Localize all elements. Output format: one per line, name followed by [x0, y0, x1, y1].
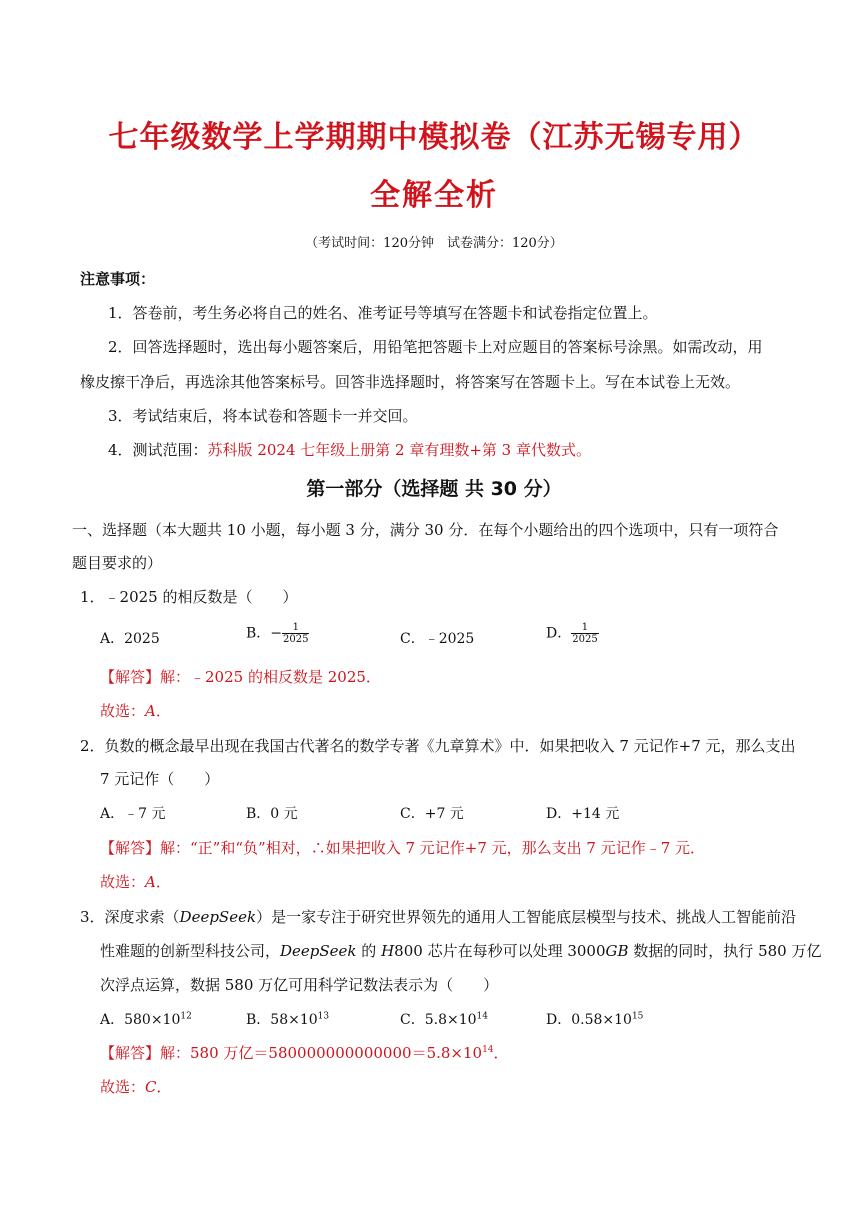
option-base: D．0.58×10: [546, 1012, 632, 1028]
choice-suffix: ．: [155, 873, 171, 891]
notice-item-2-line1: 2．回答选择题时，选出每小题答案后，用铅笔把答题卡上对应题目的答案标号涂黑。如需改动，用: [108, 338, 763, 356]
q3-answer: [100, 1042, 509, 1063]
text-segment: 3．深度求索（: [80, 908, 180, 926]
notice-item-1: 1．答卷前，考生务必将自己的姓名、准考证号等填写在答题卡和试卷指定位置上。: [108, 304, 658, 322]
option-exponent: 15: [631, 1011, 644, 1022]
notice-item-4: [108, 439, 591, 460]
option-exponent: 13: [317, 1011, 330, 1022]
fraction-numerator: 1: [571, 622, 598, 634]
document-title: 七年级数学上学期期中模拟卷（江苏无锡专用）: [108, 120, 760, 155]
exam-info: （考试时间：120分钟 试卷满分：120分）: [305, 236, 563, 251]
text-segment: 性难题的创新型科技公司，: [100, 942, 281, 960]
option-base: A．580×10: [100, 1012, 181, 1028]
notice-item-3: 3．考试结束后，将本试卷和答题卡一并交回。: [108, 407, 418, 425]
text-segment-italic: DeepSeek: [179, 908, 257, 926]
option-base: C．5.8×10: [400, 1012, 477, 1028]
option-exponent: 14: [476, 1011, 488, 1022]
choice-letter: A: [145, 873, 156, 891]
choice-prefix: 故选：: [100, 873, 146, 891]
choice-letter: C: [145, 1078, 157, 1096]
document-subtitle: 全解全析: [370, 178, 498, 213]
text-segment: 800 芯片在每秒可以处理 3000: [394, 942, 606, 960]
text-segment: ）是一家专注于研究世界领先的通用人工智能底层模型与技术、挑战人工智能前沿: [256, 908, 797, 926]
q2-choice: [100, 871, 171, 892]
section-intro-line1: 一、选择题（本大题共 10 小题，每小题 3 分，满分 30 分．在每个小题给出的四个选项中，只有一项符合: [72, 521, 779, 539]
q3-option-d: [546, 1009, 643, 1029]
q1-choice: [100, 700, 171, 721]
q2-option-d: D．+14 元: [546, 806, 620, 822]
answer-tag: 【解答】: [100, 668, 161, 686]
q1-option-d: [546, 622, 599, 645]
q2-stem-line2: 7 元记作（ ）: [100, 770, 220, 788]
q1-option-b-label: B．: [246, 625, 271, 642]
answer-tag: 【解答】: [100, 1044, 161, 1062]
q1-option-b-sign: −: [270, 625, 283, 642]
q3-option-c: [400, 1009, 488, 1029]
text-segment: 的: [356, 942, 382, 960]
q1-option-d-fraction: [571, 622, 598, 645]
q3-stem-line3: 次浮点运算，数据 580 万亿可用科学记数法表示为（ ）: [100, 976, 499, 994]
answer-tag: 【解答】: [100, 839, 161, 857]
choice-letter: A: [145, 702, 156, 720]
option-exponent: 12: [180, 1011, 192, 1022]
choice-prefix: 故选：: [100, 702, 146, 720]
fraction-numerator: 1: [282, 622, 309, 634]
q3-option-b: [246, 1009, 329, 1029]
choice-suffix: ．: [156, 1078, 172, 1096]
q2-option-c: C．+7 元: [400, 806, 464, 822]
notice-item-2-line2: 橡皮擦干净后，再选涂其他答案标号。回答非选择题时，将答案写在答题卡上。写在本试卷上无效。: [80, 373, 741, 391]
q2-option-a: A．﹣7 元: [100, 806, 166, 822]
notice-item-4-prefix: 4．测试范围：: [108, 441, 208, 459]
choice-suffix: ．: [155, 702, 171, 720]
q3-option-a: [100, 1009, 192, 1029]
answer-text: 解：“正”和“负”相对，∴如果把收入 7 元记作+7 元，那么支出 7 元记作﹣7 元．: [160, 839, 706, 857]
q2-stem-line1: 2．负数的概念最早出现在我国古代著名的数学专著《九章算术》中．如果把收入 7 元记作+7 元，那么支出: [80, 737, 796, 755]
test-range: 苏科版 2024 七年级上册第 2 章有理数+第 3 章代数式。: [207, 441, 591, 459]
q1-stem: 1．﹣2025 的相反数是（ ）: [80, 588, 298, 606]
section-intro-line2: 题目要求的）: [72, 554, 163, 572]
fraction-denominator: 2025: [572, 634, 598, 645]
text-segment-italic: GB: [605, 942, 629, 960]
text-segment-italic: H: [381, 942, 395, 960]
option-base: B．58×10: [246, 1012, 318, 1028]
q3-choice: [100, 1076, 172, 1097]
q2-option-b: B．0 元: [246, 806, 298, 822]
q3-stem-line2: [100, 940, 821, 961]
choice-prefix: 故选：: [100, 1078, 146, 1096]
q1-option-a: A．2025: [100, 631, 160, 647]
q1-option-c: C．﹣2025: [400, 631, 475, 647]
q2-answer: [100, 837, 705, 858]
fraction-denominator: 2025: [283, 634, 309, 645]
q1-answer: [100, 666, 381, 687]
q1-option-b: [246, 622, 309, 645]
answer-text: 解：580 万亿＝580000000000000＝5.8×10: [160, 1044, 483, 1062]
text-segment: 数据的同时，执行 580 万亿: [628, 942, 822, 960]
q1-option-b-fraction: [282, 622, 309, 645]
answer-end: ．: [493, 1044, 509, 1062]
q1-option-d-label: D．: [546, 625, 572, 642]
notice-heading: 注意事项：: [80, 270, 156, 288]
q3-stem-line1: [80, 906, 796, 927]
text-segment-italic: DeepSeek: [280, 942, 357, 960]
answer-text: 解：﹣2025 的相反数是 2025．: [160, 668, 381, 686]
section-title: 第一部分（选择题 共 30 分）: [306, 478, 562, 500]
answer-exponent: 14: [482, 1045, 494, 1055]
